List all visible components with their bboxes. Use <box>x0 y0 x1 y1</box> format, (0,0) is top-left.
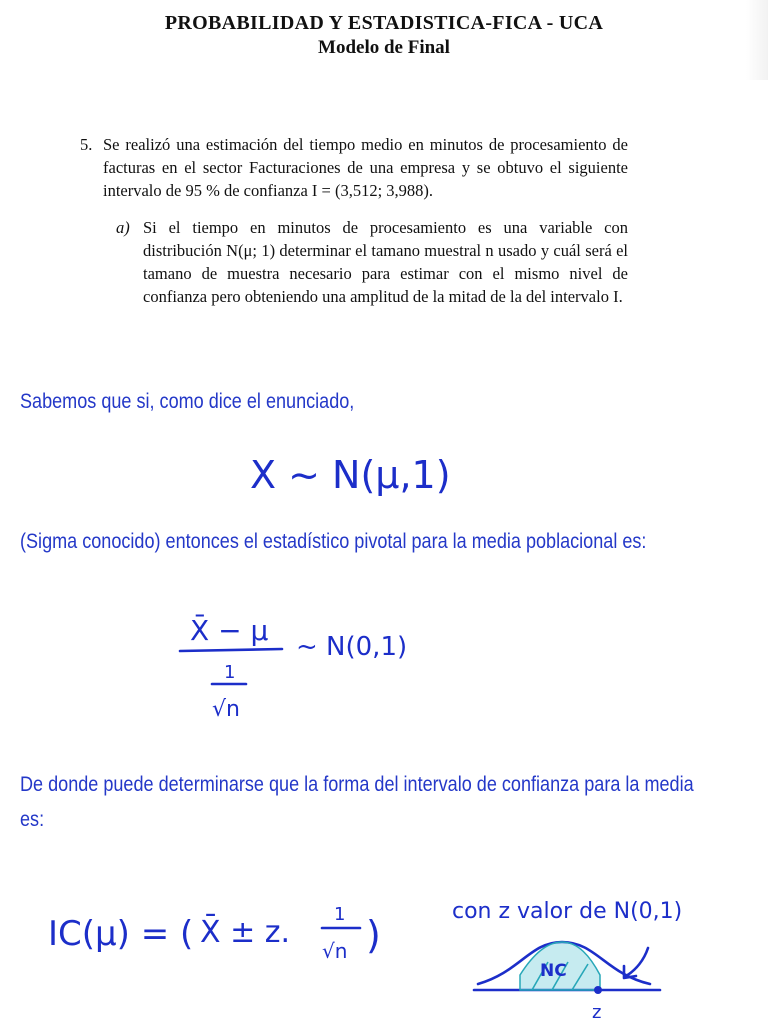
arrow-shaft <box>626 948 648 976</box>
pivot-den-one: 1 <box>224 662 236 683</box>
pivot-numerator: X̄ − μ <box>190 614 269 647</box>
ic-frac-den: √n <box>322 939 348 963</box>
ic-lhs: IC(μ) = ( <box>48 914 194 954</box>
pivot-fraction-bar <box>180 649 282 651</box>
problem-text: Se realizó una estimación del tiempo medio en minutos de procesamiento de facturas en el sector Facturaciones de una empresa y se obtuvo el siguiente intervalo de 95 % de confianza I = (3,512; 3,988). <box>103 135 628 200</box>
note-sigma-conocido: (Sigma conocido) entonces el estadístico pivotal para la media poblacional es: <box>20 530 647 553</box>
note-sabemos: Sabemos que si, como dice el enunciado, <box>20 390 355 413</box>
ic-frac-num: 1 <box>334 904 346 925</box>
z-label: z <box>592 1002 602 1023</box>
exam-subtitle: Modelo de Final <box>318 37 450 58</box>
pivot-distribution: ~ N(0,1) <box>296 632 408 662</box>
z-point-marker <box>594 986 602 994</box>
note-forma-intervalo-line1: De donde puede determinarse que la forma del intervalo de confianza para la media <box>20 773 694 796</box>
note-forma-intervalo-line2: es: <box>20 808 45 831</box>
ic-close: ) <box>366 913 381 957</box>
course-title: PROBABILIDAD Y ESTADISTICA-FICA - UCA <box>164 12 604 34</box>
part-label: a) <box>116 218 130 237</box>
nc-label: NC <box>540 961 567 981</box>
normal-curve-sketch <box>474 942 660 1023</box>
part-text: Si el tiempo en minutos de procesamiento es una variable con distribución N(μ; 1) determinar el tamano muestral n usado y cuál será el tamano de muestra necesario para estimar con el mismo nivel de confianza pero obteniendo una amplitud de la mitad de la del intervalo I. <box>143 218 628 306</box>
problem-number: 5. <box>80 135 93 154</box>
con-z-text: con z valor de N(0,1) <box>452 899 683 924</box>
pivot-den-sqrt: √n <box>212 697 240 722</box>
distribution-expression: X ~ N(μ,1) <box>250 453 451 497</box>
ic-mid: X̄ ± z. <box>200 915 291 950</box>
